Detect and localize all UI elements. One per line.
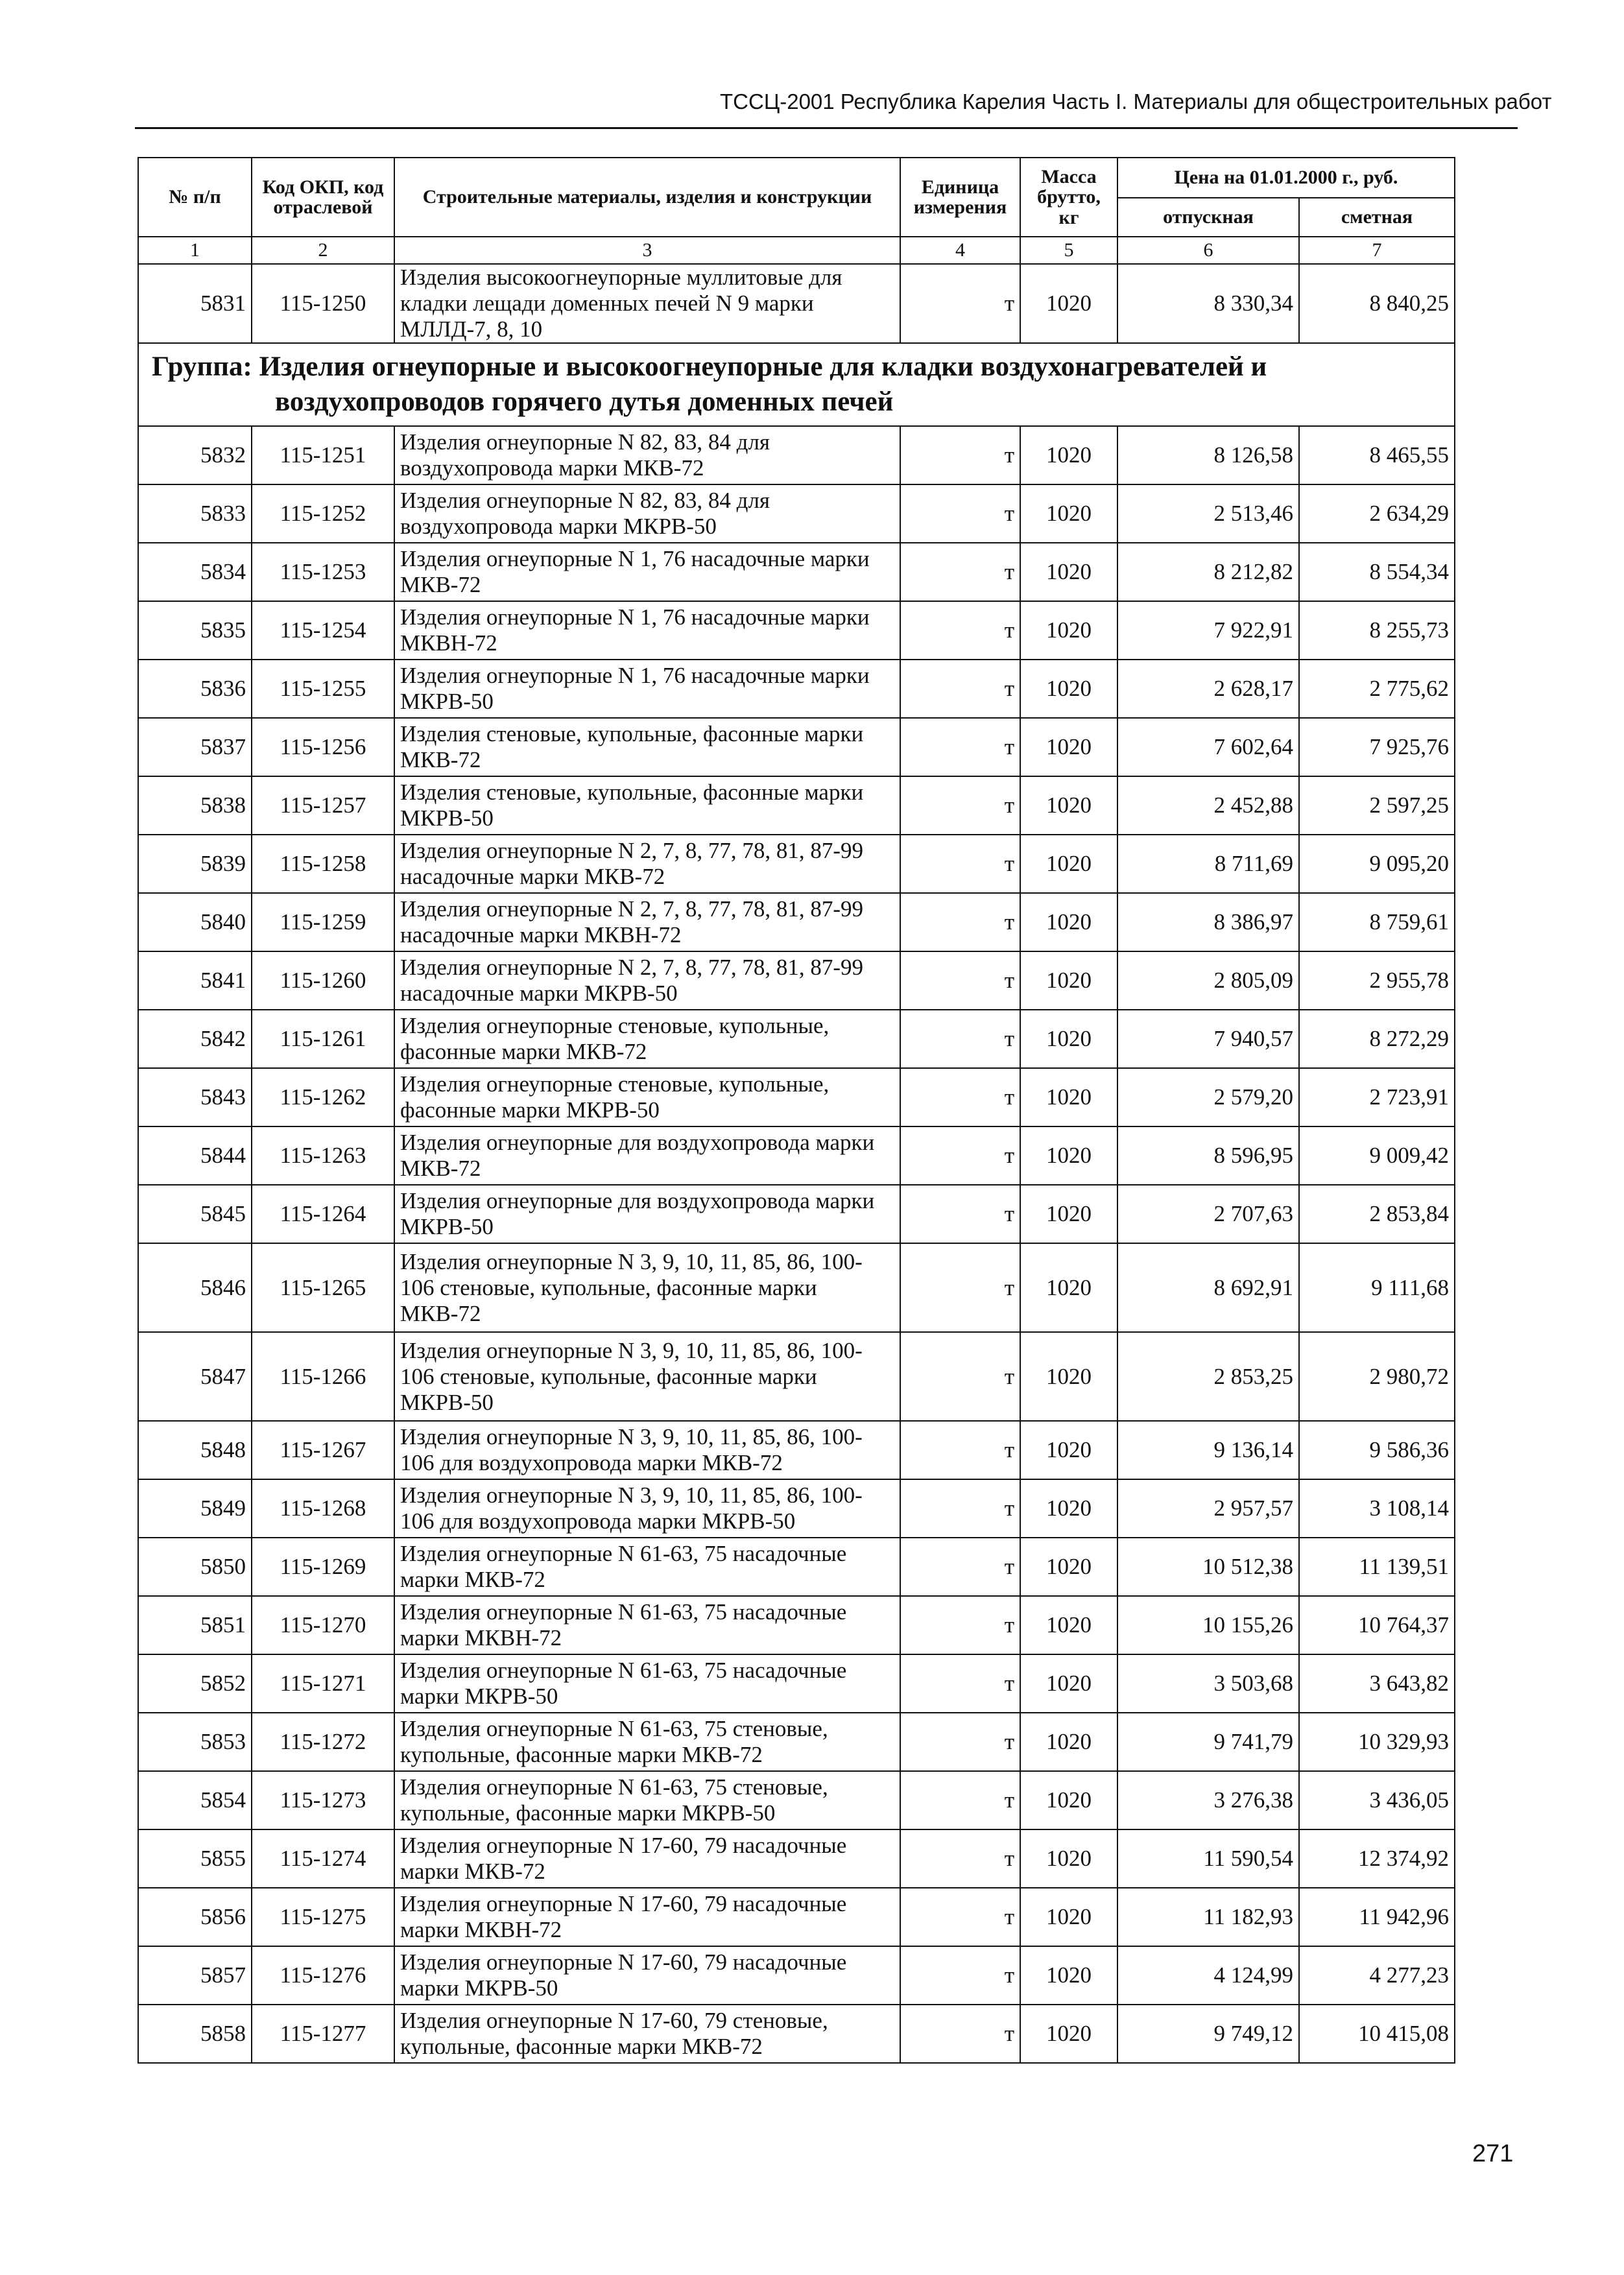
row-name: Изделия огнеупорные N 17-60, 79 стеновые, купольные, фасонные марки МКВ-72 [394, 2005, 900, 2063]
row-price-release: 3 276,38 [1117, 1771, 1299, 1829]
row-code: 115-1276 [252, 1946, 394, 2005]
header-unit: Единица измерения [900, 158, 1020, 237]
row-price-estimate: 8 465,55 [1299, 426, 1455, 484]
group-heading-line2: воздухопроводов горячего дутья доменных печей [275, 387, 894, 417]
row-code: 115-1256 [252, 718, 394, 776]
group-heading-row [138, 343, 1455, 426]
row-price-estimate: 8 759,61 [1299, 893, 1455, 951]
row-name: Изделия огнеупорные N 61-63, 75 стеновые, купольные, фасонные марки МКВ-72 [394, 1713, 900, 1771]
row-code: 115-1264 [252, 1185, 394, 1243]
row-mass: 1020 [1020, 1713, 1117, 1771]
row-code: 115-1263 [252, 1126, 394, 1185]
header-rule [135, 127, 1518, 129]
row-code: 115-1262 [252, 1068, 394, 1126]
row-price-release: 4 124,99 [1117, 1946, 1299, 2005]
table-row [138, 1068, 1455, 1126]
row-num: 5839 [138, 835, 252, 893]
row-num: 5851 [138, 1596, 252, 1654]
row-price-estimate: 9 111,68 [1299, 1243, 1455, 1332]
row-num: 5857 [138, 1946, 252, 2005]
row-num: 5849 [138, 1479, 252, 1538]
table-row [138, 718, 1455, 776]
row-mass: 1020 [1020, 1185, 1117, 1243]
row-mass: 1020 [1020, 776, 1117, 835]
document-header-title: ТССЦ-2001 Республика Карелия Часть I. Материалы для общестроительных работ [720, 89, 1552, 113]
row-unit: т [900, 1654, 1020, 1713]
column-number: 5 [1020, 237, 1117, 264]
row-unit: т [900, 835, 1020, 893]
table-row [138, 1538, 1455, 1596]
row-mass: 1020 [1020, 601, 1117, 660]
row-name: Изделия огнеупорные N 2, 7, 8, 77, 78, 81, 87-99 насадочные марки МКРВ-50 [394, 951, 900, 1010]
table-row [138, 1479, 1455, 1538]
row-mass: 1020 [1020, 1654, 1117, 1713]
row-code: 115-1250 [252, 264, 394, 343]
row-code: 115-1255 [252, 660, 394, 718]
row-mass: 1020 [1020, 1332, 1117, 1421]
table-header [138, 158, 1455, 264]
row-code: 115-1261 [252, 1010, 394, 1068]
row-name: Изделия огнеупорные для воздухопровода марки МКВ-72 [394, 1126, 900, 1185]
row-price-release: 10 512,38 [1117, 1538, 1299, 1596]
row-num: 5838 [138, 776, 252, 835]
row-price-release: 2 579,20 [1117, 1068, 1299, 1126]
row-unit: т [900, 1185, 1020, 1243]
row-code: 115-1265 [252, 1243, 394, 1332]
row-unit: т [900, 1126, 1020, 1185]
row-num: 5842 [138, 1010, 252, 1068]
row-price-release: 8 386,97 [1117, 893, 1299, 951]
row-num: 5852 [138, 1654, 252, 1713]
row-num: 5837 [138, 718, 252, 776]
table-row [138, 1421, 1455, 1479]
row-price-estimate: 7 925,76 [1299, 718, 1455, 776]
row-name: Изделия огнеупорные N 61-63, 75 насадочные марки МКВ-72 [394, 1538, 900, 1596]
row-price-estimate: 2 723,91 [1299, 1068, 1455, 1126]
row-name: Изделия огнеупорные N 17-60, 79 насадочные марки МКРВ-50 [394, 1946, 900, 2005]
row-name: Изделия огнеупорные N 3, 9, 10, 11, 85, 86, 100-106 для воздухопровода марки МКВ-72 [394, 1421, 900, 1479]
row-unit: т [900, 2005, 1020, 2063]
row-num: 5840 [138, 893, 252, 951]
row-mass: 1020 [1020, 1126, 1117, 1185]
row-num: 5833 [138, 484, 252, 543]
table-row [138, 1243, 1455, 1332]
row-price-release: 7 922,91 [1117, 601, 1299, 660]
row-code: 115-1275 [252, 1888, 394, 1946]
row-name: Изделия огнеупорные N 2, 7, 8, 77, 78, 81, 87-99 насадочные марки МКВ-72 [394, 835, 900, 893]
table-row [138, 1654, 1455, 1713]
row-mass: 1020 [1020, 835, 1117, 893]
row-name: Изделия огнеупорные N 61-63, 75 насадочные марки МКВН-72 [394, 1596, 900, 1654]
row-mass: 1020 [1020, 1010, 1117, 1068]
row-num: 5853 [138, 1713, 252, 1771]
table-row [138, 601, 1455, 660]
row-name: Изделия огнеупорные N 17-60, 79 насадочные марки МКВ-72 [394, 1829, 900, 1888]
row-unit: т [900, 1538, 1020, 1596]
row-price-estimate: 11 139,51 [1299, 1538, 1455, 1596]
row-name: Изделия высокоогнеупорные муллитовые для кладки лещади доменных печей N 9 марки МЛЛД-7, 8, 10 [394, 264, 900, 343]
row-price-estimate: 2 634,29 [1299, 484, 1455, 543]
table-row [138, 1332, 1455, 1421]
table-row [138, 1829, 1455, 1888]
row-mass: 1020 [1020, 1243, 1117, 1332]
table-row [138, 1713, 1455, 1771]
row-price-estimate: 10 415,08 [1299, 2005, 1455, 2063]
row-price-release: 2 452,88 [1117, 776, 1299, 835]
row-price-release: 2 513,46 [1117, 484, 1299, 543]
row-unit: т [900, 776, 1020, 835]
row-name: Изделия огнеупорные N 61-63, 75 стеновые, купольные, фасонные марки МКРВ-50 [394, 1771, 900, 1829]
row-name: Изделия огнеупорные N 1, 76 насадочные марки МКВ-72 [394, 543, 900, 601]
table-row [138, 2005, 1455, 2063]
table-row [138, 776, 1455, 835]
header-price-release: отпускная [1117, 198, 1299, 237]
row-mass: 1020 [1020, 1771, 1117, 1829]
table-row [138, 1010, 1455, 1068]
row-unit: т [900, 1332, 1020, 1421]
row-mass: 1020 [1020, 1829, 1117, 1888]
row-num: 5834 [138, 543, 252, 601]
row-mass: 1020 [1020, 1479, 1117, 1538]
table-body [138, 264, 1455, 2063]
row-price-release: 11 182,93 [1117, 1888, 1299, 1946]
row-unit: т [900, 1421, 1020, 1479]
row-num: 5831 [138, 264, 252, 343]
row-num: 5847 [138, 1332, 252, 1421]
row-mass: 1020 [1020, 1596, 1117, 1654]
table-row [138, 835, 1455, 893]
row-price-estimate: 10 764,37 [1299, 1596, 1455, 1654]
row-code: 115-1259 [252, 893, 394, 951]
row-price-estimate: 3 643,82 [1299, 1654, 1455, 1713]
row-name: Изделия огнеупорные стеновые, купольные, фасонные марки МКВ-72 [394, 1010, 900, 1068]
row-unit: т [900, 951, 1020, 1010]
row-name: Изделия стеновые, купольные, фасонные марки МКРВ-50 [394, 776, 900, 835]
table-row [138, 1946, 1455, 2005]
row-price-release: 2 853,25 [1117, 1332, 1299, 1421]
price-table [137, 157, 1455, 2064]
group-heading-line1: Группа: Изделия огнеупорные и высокоогнеупорные для кладки воздухонагревателей и [152, 351, 1267, 382]
row-mass: 1020 [1020, 1946, 1117, 2005]
row-price-estimate: 9 009,42 [1299, 1126, 1455, 1185]
table-row [138, 1126, 1455, 1185]
row-mass: 1020 [1020, 893, 1117, 951]
row-price-estimate: 12 374,92 [1299, 1829, 1455, 1888]
column-number: 4 [900, 237, 1020, 264]
table-row [138, 1771, 1455, 1829]
row-price-release: 2 957,57 [1117, 1479, 1299, 1538]
row-price-release: 8 126,58 [1117, 426, 1299, 484]
column-number: 6 [1117, 237, 1299, 264]
row-num: 5850 [138, 1538, 252, 1596]
row-unit: т [900, 1888, 1020, 1946]
row-code: 115-1258 [252, 835, 394, 893]
row-price-estimate: 10 329,93 [1299, 1713, 1455, 1771]
row-name: Изделия огнеупорные N 1, 76 насадочные марки МКВН-72 [394, 601, 900, 660]
row-price-release: 10 155,26 [1117, 1596, 1299, 1654]
row-code: 115-1273 [252, 1771, 394, 1829]
row-price-release: 9 741,79 [1117, 1713, 1299, 1771]
header-mass: Масса брутто, кг [1020, 158, 1117, 237]
row-unit: т [900, 1479, 1020, 1538]
row-unit: т [900, 1713, 1020, 1771]
row-price-estimate: 2 775,62 [1299, 660, 1455, 718]
row-code: 115-1268 [252, 1479, 394, 1538]
table-row [138, 1888, 1455, 1946]
row-unit: т [900, 1596, 1020, 1654]
header-num: № п/п [138, 158, 252, 237]
table-row [138, 264, 1455, 343]
row-mass: 1020 [1020, 264, 1117, 343]
row-unit: т [900, 543, 1020, 601]
row-mass: 1020 [1020, 1888, 1117, 1946]
row-unit: т [900, 1068, 1020, 1126]
row-num: 5848 [138, 1421, 252, 1479]
row-code: 115-1269 [252, 1538, 394, 1596]
row-unit: т [900, 601, 1020, 660]
group-heading [138, 343, 1455, 426]
row-price-estimate: 8 840,25 [1299, 264, 1455, 343]
row-unit: т [900, 426, 1020, 484]
row-price-estimate: 2 980,72 [1299, 1332, 1455, 1421]
row-unit: т [900, 893, 1020, 951]
header-name: Строительные материалы, изделия и конструкции [394, 158, 900, 237]
row-price-release: 2 628,17 [1117, 660, 1299, 718]
header-price-estimate: сметная [1299, 198, 1455, 237]
row-name: Изделия огнеупорные N 3, 9, 10, 11, 85, 86, 100-106 стеновые, купольные, фасонные марки МКВ-72 [394, 1243, 900, 1332]
row-name: Изделия огнеупорные N 17-60, 79 насадочные марки МКВН-72 [394, 1888, 900, 1946]
row-num: 5856 [138, 1888, 252, 1946]
row-num: 5835 [138, 601, 252, 660]
row-name: Изделия огнеупорные N 3, 9, 10, 11, 85, 86, 100-106 стеновые, купольные, фасонные марки МКРВ-50 [394, 1332, 900, 1421]
row-name: Изделия огнеупорные стеновые, купольные, фасонные марки МКРВ-50 [394, 1068, 900, 1126]
header-price-group: Цена на 01.01.2000 г., руб. [1117, 158, 1455, 198]
row-mass: 1020 [1020, 426, 1117, 484]
table-row [138, 1185, 1455, 1243]
row-price-release: 7 602,64 [1117, 718, 1299, 776]
column-number: 1 [138, 237, 252, 264]
row-code: 115-1260 [252, 951, 394, 1010]
row-price-estimate: 8 255,73 [1299, 601, 1455, 660]
row-name: Изделия огнеупорные N 3, 9, 10, 11, 85, 86, 100-106 для воздухопровода марки МКРВ-50 [394, 1479, 900, 1538]
column-number: 3 [394, 237, 900, 264]
row-code: 115-1252 [252, 484, 394, 543]
row-price-estimate: 11 942,96 [1299, 1888, 1455, 1946]
row-unit: т [900, 660, 1020, 718]
table-row [138, 893, 1455, 951]
row-unit: т [900, 1829, 1020, 1888]
row-price-estimate: 3 108,14 [1299, 1479, 1455, 1538]
row-price-release: 2 805,09 [1117, 951, 1299, 1010]
row-num: 5846 [138, 1243, 252, 1332]
row-price-release: 9 136,14 [1117, 1421, 1299, 1479]
row-num: 5836 [138, 660, 252, 718]
row-price-release: 8 330,34 [1117, 264, 1299, 343]
row-name: Изделия огнеупорные N 61-63, 75 насадочные марки МКРВ-50 [394, 1654, 900, 1713]
row-code: 115-1254 [252, 601, 394, 660]
header-code: Код ОКП, код отраслевой [252, 158, 394, 237]
row-code: 115-1267 [252, 1421, 394, 1479]
row-mass: 1020 [1020, 1538, 1117, 1596]
row-mass: 1020 [1020, 951, 1117, 1010]
row-mass: 1020 [1020, 2005, 1117, 2063]
row-code: 115-1277 [252, 2005, 394, 2063]
row-num: 5845 [138, 1185, 252, 1243]
row-price-estimate: 2 955,78 [1299, 951, 1455, 1010]
table-row [138, 484, 1455, 543]
row-price-estimate: 9 586,36 [1299, 1421, 1455, 1479]
row-unit: т [900, 1771, 1020, 1829]
row-code: 115-1274 [252, 1829, 394, 1888]
row-code: 115-1270 [252, 1596, 394, 1654]
row-name: Изделия стеновые, купольные, фасонные марки МКВ-72 [394, 718, 900, 776]
row-code: 115-1257 [252, 776, 394, 835]
row-mass: 1020 [1020, 484, 1117, 543]
table-row [138, 426, 1455, 484]
row-unit: т [900, 264, 1020, 343]
row-price-release: 9 749,12 [1117, 2005, 1299, 2063]
page-number: 271 [1472, 2140, 1514, 2167]
row-price-estimate: 2 597,25 [1299, 776, 1455, 835]
row-name: Изделия огнеупорные N 1, 76 насадочные марки МКРВ-50 [394, 660, 900, 718]
row-unit: т [900, 484, 1020, 543]
row-code: 115-1253 [252, 543, 394, 601]
row-price-release: 3 503,68 [1117, 1654, 1299, 1713]
row-mass: 1020 [1020, 1421, 1117, 1479]
row-name: Изделия огнеупорные N 82, 83, 84 для воздухопровода марки МКВ-72 [394, 426, 900, 484]
row-price-estimate: 4 277,23 [1299, 1946, 1455, 2005]
row-code: 115-1271 [252, 1654, 394, 1713]
row-num: 5844 [138, 1126, 252, 1185]
row-code: 115-1251 [252, 426, 394, 484]
row-unit: т [900, 718, 1020, 776]
row-code: 115-1272 [252, 1713, 394, 1771]
table-row [138, 951, 1455, 1010]
row-mass: 1020 [1020, 1068, 1117, 1126]
row-num: 5843 [138, 1068, 252, 1126]
row-mass: 1020 [1020, 718, 1117, 776]
row-name: Изделия огнеупорные для воздухопровода марки МКРВ-50 [394, 1185, 900, 1243]
table-row [138, 660, 1455, 718]
row-price-estimate: 3 436,05 [1299, 1771, 1455, 1829]
row-price-release: 8 212,82 [1117, 543, 1299, 601]
row-num: 5854 [138, 1771, 252, 1829]
row-price-estimate: 2 853,84 [1299, 1185, 1455, 1243]
row-unit: т [900, 1243, 1020, 1332]
row-price-release: 8 692,91 [1117, 1243, 1299, 1332]
row-name: Изделия огнеупорные N 2, 7, 8, 77, 78, 81, 87-99 насадочные марки МКВН-72 [394, 893, 900, 951]
row-mass: 1020 [1020, 543, 1117, 601]
row-num: 5858 [138, 2005, 252, 2063]
row-unit: т [900, 1946, 1020, 2005]
row-num: 5855 [138, 1829, 252, 1888]
column-number-row [138, 237, 1455, 264]
column-number: 2 [252, 237, 394, 264]
row-price-release: 7 940,57 [1117, 1010, 1299, 1068]
row-num: 5832 [138, 426, 252, 484]
row-mass: 1020 [1020, 660, 1117, 718]
row-price-release: 2 707,63 [1117, 1185, 1299, 1243]
row-price-release: 8 711,69 [1117, 835, 1299, 893]
row-unit: т [900, 1010, 1020, 1068]
row-price-release: 8 596,95 [1117, 1126, 1299, 1185]
column-number: 7 [1299, 237, 1455, 264]
row-price-estimate: 9 095,20 [1299, 835, 1455, 893]
row-price-release: 11 590,54 [1117, 1829, 1299, 1888]
row-num: 5841 [138, 951, 252, 1010]
table-row [138, 543, 1455, 601]
table-row [138, 1596, 1455, 1654]
row-price-estimate: 8 554,34 [1299, 543, 1455, 601]
row-price-estimate: 8 272,29 [1299, 1010, 1455, 1068]
row-code: 115-1266 [252, 1332, 394, 1421]
row-name: Изделия огнеупорные N 82, 83, 84 для воздухопровода марки МКРВ-50 [394, 484, 900, 543]
